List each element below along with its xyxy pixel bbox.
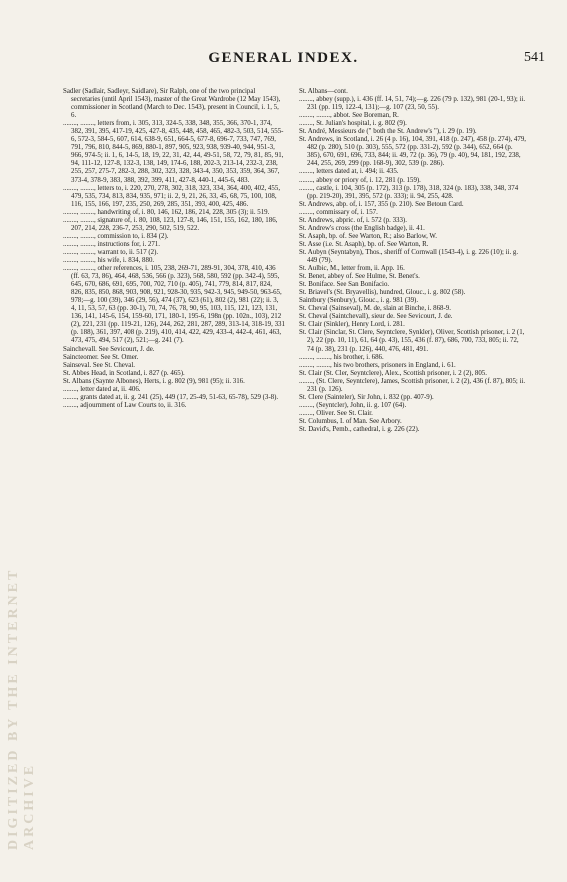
page-number: 541 <box>524 50 545 65</box>
index-entry: St. Andrews, abpric. of, i. 572 (p. 333). <box>299 216 407 224</box>
index-entry: ........, St. Julian's hospital, i. g. 802 (9). <box>299 120 407 128</box>
index-entry: ........, ........, his two brothers, prisoners in England, i. 61. <box>299 361 456 369</box>
index-entry: St. Cheval (Saintchevall), sieur de. See Sevicourt, J. de. <box>299 313 453 321</box>
index-column-left <box>63 88 285 410</box>
index-entry: St. Cheval (Sainseval), M. de, slain at Binche, i. 868-9. <box>299 305 451 313</box>
page-header <box>0 50 567 68</box>
index-entry: St. Albans (Saynte Albones), Herts, i. g. 802 (9), 981 (95); ii. 316. <box>63 377 245 385</box>
index-entry: ........, ........, letters from, i. 305, 313, 324-5, 338, 348, 355, 366, 370-1, 374, 382, 391, 395, 417-19, 425, 427-8, 435, 448, 458, 465, 482-3, 503, 514, 555-6, 572-3, 584-5, 607, 614, 638-9, 651, 664-5, 677-8, 696-7, 733, 747, 769, 791, 796, 810, 844-5, 869, 880-1, 897, 905, 923, 938, 939-40, 944, 951-3, 966, 974-5; ii. 1, 6, 14-5, 18, 19, 22, 31, 42, 44, 49-51, 58, 72, 79, 81, 85, 91, 94, 111-12, 127-8, 132-3, 138, 149, 174-6, 188, 202-3, 213-14, 232-3, 238, 255, 257, 275-7, 282-3, 288, 302, 323, 328, 343-4, 350, 353, 359, 364, 367, 373-4, 378-9, 383, 388, 392, 399, 411, 427-8, 440-1, 445-6, 483. <box>63 120 284 184</box>
index-entry: St. Clere (Sainteler), Sir John, i. 832 (pp. 407-9). <box>299 393 434 401</box>
index-entry: ........, adjournment of Law Courts to, ii. 316. <box>63 401 187 409</box>
index-entry: ........, (St. Clere, Seyntclere), James, Scottish prisoner, i. 2 (2), 436 (f. 87), 805; ii. 231 (p. 126). <box>299 377 526 393</box>
index-entry: St. Andrews, abp. of, i. 157, 355 (p. 210). See Betoun Card. <box>299 200 464 208</box>
index-entry: ........, ........, instructions for, i. 271. <box>63 240 160 248</box>
index-entry: ........, ........, abbot. See Boreman, R. <box>299 112 399 120</box>
index-entry: Sainseval. See St. Cheval. <box>63 361 135 369</box>
index-entry: St. Asaph, bp. of. See Warton, R.; also Barlow, W. <box>299 232 438 240</box>
index-entry: St. André, Messieurs de (" both the St. Andrew's "), i. 29 (p. 19). <box>299 128 477 136</box>
index-entry: ........, abbey (supp.), i. 436 (ff. 14, 51, 74);—g. 226 (79 p. 132), 981 (20-1, 93); ii. 231 (pp. 119, 122-4, 131);—g. 107 (23, 50, 55). <box>299 96 526 112</box>
index-entry: St. David's, Pemb., cathedral, i. g. 226 (22). <box>299 425 420 433</box>
library-watermark: DIGITIZED BY THE INTERNET ARCHIVE <box>6 567 37 850</box>
index-entry: St. Andrew's cross (the English badge), ii. 41. <box>299 224 425 232</box>
index-entry: ........, letters dated at, i. 494; ii. 435. <box>299 168 399 176</box>
index-entry: St. Albans—cont. <box>299 88 348 95</box>
index-entry: ........, ........, signature of, i. 80, 108, 123, 127-8, 146, 151, 155, 162, 180, 186, 207, 214, 228, 236-7, 253, 290, 502, 519, 522. <box>63 216 278 232</box>
index-entry: Sadler (Sadlair, Sadleyr, Saidlare), Sir Ralph, one of the two principal secretaries (until April 1543), master of the Great Wardrobe (12 May 1543), commissioner in Scotland (March to Dec. 1543), present in Council, i. 1, 5, 6. <box>63 88 281 120</box>
index-entry: ........, abbey or priory of, i. 12, 281 (p. 159). <box>299 176 421 184</box>
index-entry: ........, Oliver. See St. Clair. <box>299 409 373 417</box>
index-entry: St. Abbes Head, in Scotland, i. 827 (p. 465). <box>63 369 185 377</box>
index-entry: ........, ........, warrant to, ii. 517 (2). <box>63 248 159 256</box>
index-entry: Saincteomer. See St. Omer. <box>63 353 139 361</box>
index-entry: ........, (Seyntcler), John, ii. g. 107 (64). <box>299 401 407 409</box>
index-entry: Sainchevall. See Sevicourt, J. de. <box>63 345 155 353</box>
index-entry: St. Asse (i.e. St. Asaph), bp. of. See Warton, R. <box>299 240 429 248</box>
index-entry: ........, ........, letters to, i. 220, 270, 278, 302, 318, 323, 334, 364, 400, 402, 455, 479, 535, 734, 813, 834, 935, 971; ii. 2, 9, 21, 26, 33, 45, 68, 75, 100, 108, 116, 155, 166, 197, 235, 250, 269, 285, 351, 393, 400, 425, 486. <box>63 184 281 208</box>
index-entry: ........, ........, commission to, i. 834 (2). <box>63 232 169 240</box>
index-entry: Saintbury (Senbury), Glouc., i. g. 981 (39). <box>299 297 419 305</box>
page-title: GENERAL INDEX. <box>208 50 359 66</box>
index-entry: St. Benet, abbey of. See Hulme, St. Benet's. <box>299 273 420 281</box>
index-entry: ........, grants dated at, ii. g. 241 (25), 449 (17, 25-49, 51-63, 65-78), 529 (3-8). <box>63 393 279 401</box>
index-entry: ........, commissary of, i. 157. <box>299 208 378 216</box>
index-entry: St. Clair (Sinclar, St. Clere, Seyntclere, Synkler), Oliver, Scottish prisoner, i. 2 (1, 2), 22 (pp. 10, 11), 61, 64 (p. 43), 155, 436 (f. 87), 686, 700, 733, 805; ii. 72, 74 (p. 38), 231 (p. 126), 440, 476, 481, 491. <box>299 329 525 353</box>
index-entry: St. Boniface. See San Bonifacio. <box>299 281 390 289</box>
index-entry: St. Clair (St. Cler, Seyntclere), Alex., Scottish prisoner, i. 2 (2), 805. <box>299 369 487 377</box>
index-entry: ........, ........, his wife, i. 834, 880. <box>63 256 155 264</box>
index-entry: ........, ........, other references, i. 105, 238, 269-71, 289-91, 304, 378, 410, 436 (ff. 63, 73, 86), 464, 468, 536, 566 (p. 323), 568, 580, 592 (pp. 342-4), 595, 645, 670, 686, 691, 695, 700, 702, 710 (p. 405), 741, 779, 814, 817, 824, 826, 835, 850, 868, 903, 908, 921, 928-30, 935, 942-3, 945, 949-50, 963-65, 978;—g. 100 (39), 346 (29, 56), 474 (37), 623 (61), 802 (2), 981 (22); ii. 3, 4, 11, 53, 57, 63 (pp. 30-1), 70, 74, 76, 78, 90, 95, 103, 115, 121, 123, 131, 136, 141, 145-6, 154, 159-60, 171, 180-1, 195-6, 198n (pp. 102n., 103), 212 (2), 221, 231 (pp. 119-21, 126), 244, 262, 281, 287, 289, 313-14, 318-19, 331 (p. 188), 361, 397, 408 (p. 219), 410, 414, 422, 429, 433-4, 442-4, 461, 463, 473, 475, 494, 517 (2), 521;—g. 241 (7). <box>63 265 285 345</box>
index-entry: St. Columbus, I. of Man. See Arbory. <box>299 417 402 425</box>
index-entry: ........, ........, handwriting of, i. 80, 146, 162, 186, 214, 228, 305 (3); ii. 519. <box>63 208 270 216</box>
index-column-right <box>299 88 527 434</box>
index-entry: St. Aubyn (Seyntabyn), Thos., sheriff of Cornwall (1543-4), i. g. 226 (10); ii. g. 449 (79). <box>299 248 519 264</box>
index-entry: St. Clair (Sinkler), Henry Lord, i. 281. <box>299 321 405 329</box>
index-entry: St. Briavel's (St. Bryavellis), hundred, Glouc., i. g. 802 (58). <box>299 289 466 297</box>
index-entry: ........, letter dated at, ii. 406. <box>63 385 141 393</box>
index-entry: ........, ........, his brother, i. 686. <box>299 353 384 361</box>
index-entry: St. Andrews, in Scotland, i. 26 (4 p. 16), 104, 391, 418 (p. 247), 458 (p. 274), 479, 482 (p. 280), 510 (p. 303), 555, 572 (pp. 331-2), 592 (p. 344), 652, 664 (p. 385), 670, 691, 696, 733, 844; ii. 49, 72 (p. 36), 79 (p. 40), 94, 181, 192, 238, 244, 255, 269, 299 (pp. 168-9), 302, 539 (p. 286). <box>299 136 526 168</box>
index-entry: St. Aulbic, M., letter from, ii. App. 16. <box>299 265 405 273</box>
index-entry: ........, castle, i. 104, 305 (p. 172), 313 (p. 178), 318, 324 (p. 183), 338, 348, 374 (pp. 219-20), 391, 395, 572 (p. 333); ii. 94, 255, 428. <box>299 184 519 200</box>
